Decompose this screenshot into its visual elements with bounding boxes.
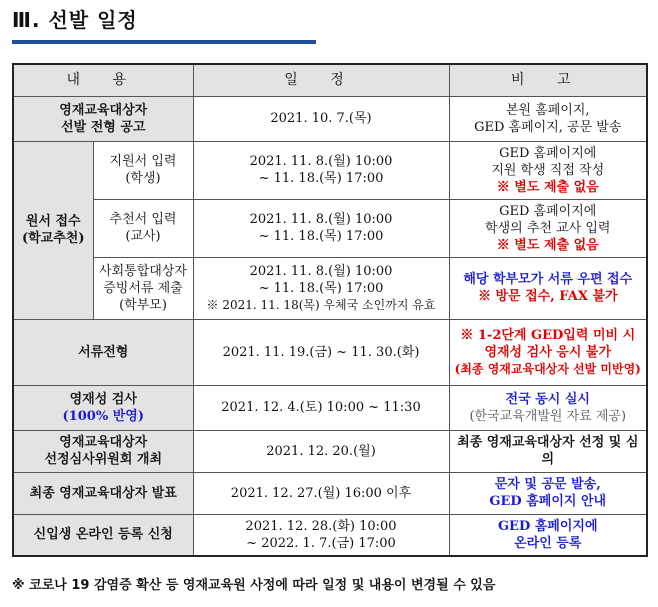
row-note: 최종 영재교육대상자 선정 및 심의	[449, 430, 647, 472]
row-schedule: 2021. 12. 4.(토) 10:00 ~ 11:30	[193, 385, 449, 430]
schedule-table	[12, 63, 648, 557]
row-schedule: 2021. 12. 27.(월) 16:00 이후	[193, 472, 449, 514]
table-row	[13, 472, 647, 514]
table-row	[13, 199, 647, 257]
row-schedule: 2021. 10. 7.(목)	[193, 96, 449, 141]
table-row	[13, 257, 647, 319]
row-note: 문자 및 공문 발송, GED 홈페이지 안내	[449, 472, 647, 514]
row-note: GED 홈페이지에 지원 학생 직접 작성 ※ 별도 제출 없음	[449, 141, 647, 199]
row-label: 영재교육대상자 선발 전형 공고	[13, 96, 193, 141]
row-label: 신입생 온라인 등록 신청	[13, 514, 193, 556]
table-row	[13, 514, 647, 556]
footnote: ※ 코로나 19 감염증 확산 등 영재교육원 사정에 따라 일정 및 내용이 변경될 수 있음	[12, 578, 496, 593]
sub-label: 사회통합대상자 증빙서류 제출 (학부모)	[93, 257, 193, 319]
table-row	[13, 141, 647, 199]
row-note: 본원 홈페이지, GED 홈페이지, 공문 발송	[449, 96, 647, 141]
group-label: 원서 접수 (학교추천)	[13, 141, 93, 319]
row-schedule: 2021. 11. 8.(월) 10:00 ~ 11. 18.(목) 17:00 ※ 2021. 11. 18(목) 우체국 소인까지 유효	[193, 257, 449, 319]
row-label: 영재교육대상자 선정심사위원회 개최	[13, 430, 193, 472]
row-note: 해당 학부모가 서류 우편 접수 ※ 방문 접수, FAX 불가	[449, 257, 647, 319]
row-label: 서류전형	[13, 319, 193, 385]
row-note: ※ 1-2단계 GED입력 미비 시 영재성 검사 응시 불가 (최종 영재교육대상자 선발 미반영)	[449, 319, 647, 385]
table-row	[13, 319, 647, 385]
table-row	[13, 96, 647, 141]
row-label: 최종 영재교육대상자 발표	[13, 472, 193, 514]
row-note: GED 홈페이지에 온라인 등록	[449, 514, 647, 556]
title-underline	[12, 40, 316, 44]
row-schedule: 2021. 11. 19.(금) ~ 11. 30.(화)	[193, 319, 449, 385]
row-label: 영재성 검사 (100% 반영)	[13, 385, 193, 430]
table-row	[13, 430, 647, 472]
sub-label: 지원서 입력 (학생)	[93, 141, 193, 199]
row-schedule: 2021. 11. 8.(월) 10:00 ~ 11. 18.(목) 17:00	[193, 199, 449, 257]
row-schedule: 2021. 12. 20.(월)	[193, 430, 449, 472]
row-schedule: 2021. 11. 8.(월) 10:00 ~ 11. 18.(목) 17:00	[193, 141, 449, 199]
table-row	[13, 385, 647, 430]
section-title: Ⅲ. 선발 일정	[12, 8, 138, 32]
header-schedule: 일 정	[193, 64, 449, 96]
row-note: GED 홈페이지에 학생의 추천 교사 입력 ※ 별도 제출 없음	[449, 199, 647, 257]
sub-label: 추천서 입력 (교사)	[93, 199, 193, 257]
header-note: 비 고	[449, 64, 647, 96]
row-note: 전국 동시 실시 (한국교육개발원 자료 제공)	[449, 385, 647, 430]
header-content: 내 용	[13, 64, 193, 96]
row-schedule: 2021. 12. 28.(화) 10:00 ~ 2022. 1. 7.(금) 17:00	[193, 514, 449, 556]
